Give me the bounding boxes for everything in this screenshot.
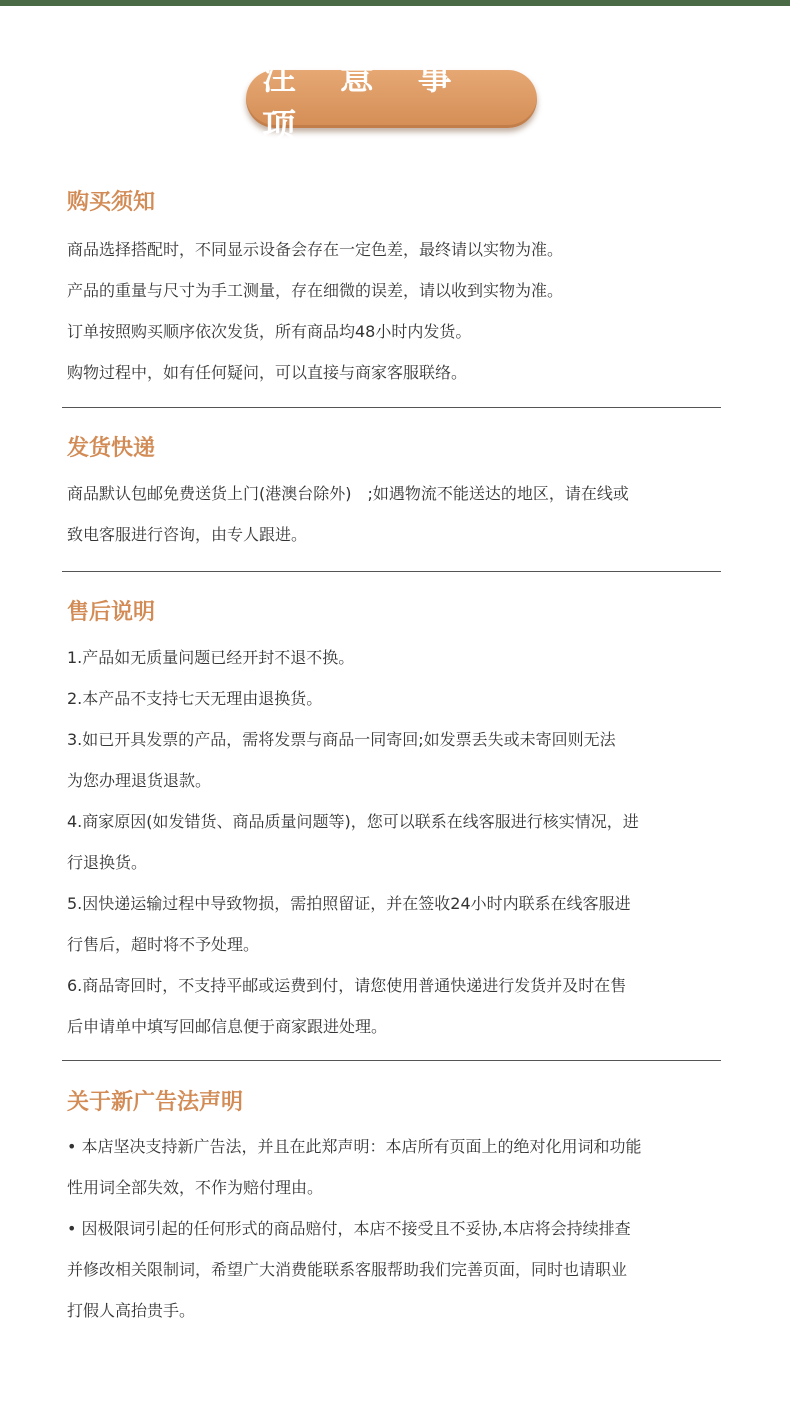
section-heading: 关于新广告法声明 bbox=[67, 1090, 244, 1115]
text-line: 2.本产品不支持七天无理由退换货。 bbox=[67, 689, 323, 708]
text-line: 打假人高抬贵手。 bbox=[67, 1301, 196, 1320]
section-purchase-notice bbox=[67, 186, 727, 393]
section-ad-law-statement bbox=[67, 1086, 727, 1331]
text-line: 购物过程中，如有任何疑问，可以直接与商家客服联络。 bbox=[67, 363, 468, 382]
text-line: 4.商家原因(如发错货、商品质量问题等)，您可以联系在线客服进行核实情况，进 bbox=[67, 812, 639, 831]
text-line: 3.如已开具发票的产品，需将发票与商品一同寄回;如发票丢失或未寄回则无法 bbox=[67, 730, 616, 749]
section-heading: 发货快递 bbox=[67, 436, 156, 461]
section-shipping bbox=[67, 432, 727, 555]
page-title: 注 意 事 项 bbox=[262, 58, 468, 147]
text-line: 性用词全部失效，不作为赔付理由。 bbox=[67, 1178, 324, 1197]
divider bbox=[62, 407, 721, 408]
text-line: • 本店坚决支持新广告法，并且在此郑声明：本店所有页面上的绝对化用词和功能 bbox=[67, 1137, 642, 1156]
text-line: 致电客服进行咨询，由专人跟进。 bbox=[67, 525, 308, 544]
text-line: 为您办理退货退款。 bbox=[67, 771, 212, 790]
text-line: 产品的重量与尺寸为手工测量，存在细微的误差，请以收到实物为准。 bbox=[67, 281, 564, 300]
title-banner bbox=[246, 58, 537, 147]
divider bbox=[62, 571, 721, 572]
text-line: 6.商品寄回时，不支持平邮或运费到付，请您使用普通快递进行发货并及时在售 bbox=[67, 976, 627, 995]
text-line: 并修改相关限制词，希望广大消费能联系客服帮助我们完善页面，同时也请职业 bbox=[67, 1260, 628, 1279]
text-line: 行退换货。 bbox=[67, 853, 148, 872]
text-line: 1.产品如无质量问题已经开封不退不换。 bbox=[67, 648, 355, 667]
section-heading: 购买须知 bbox=[67, 190, 156, 215]
divider bbox=[62, 1060, 721, 1061]
section-after-sales bbox=[67, 596, 727, 1047]
text-line: 行售后，超时将不予处理。 bbox=[67, 935, 260, 954]
top-accent-bar bbox=[0, 0, 790, 6]
section-heading: 售后说明 bbox=[67, 600, 156, 625]
text-line: • 因极限词引起的任何形式的商品赔付，本店不接受且不妥协,本店将会持续排查 bbox=[67, 1219, 631, 1238]
text-line: 订单按照购买顺序依次发货，所有商品均48小时内发货。 bbox=[67, 322, 472, 341]
text-line: 后申请单中填写回邮信息便于商家跟进处理。 bbox=[67, 1017, 388, 1036]
text-line: 5.因快递运输过程中导致物损，需拍照留证，并在签收24小时内联系在线客服进 bbox=[67, 894, 631, 913]
text-line: 商品选择搭配时，不同显示设备会存在一定色差，最终请以实物为准。 bbox=[67, 240, 564, 259]
text-line: 商品默认包邮免费送货上门(港澳台除外) ;如遇物流不能送达的地区，请在线或 bbox=[67, 484, 629, 503]
